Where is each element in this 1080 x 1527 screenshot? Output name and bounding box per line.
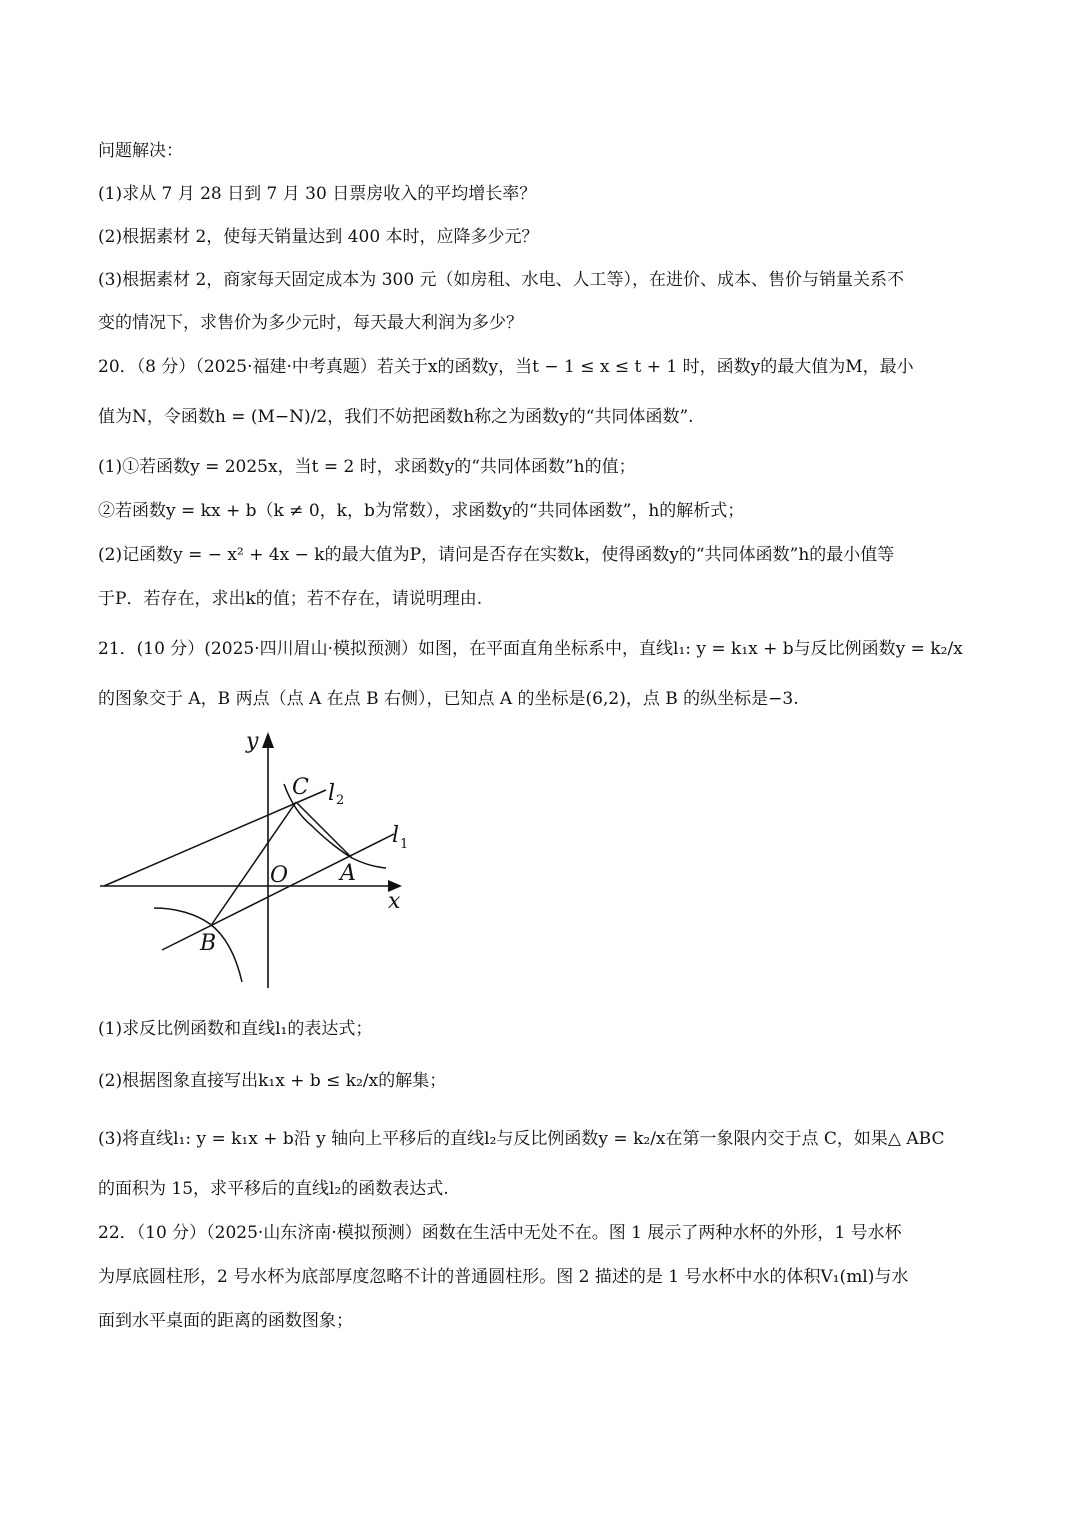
label-x: x — [388, 889, 401, 914]
y-axis-arrow — [262, 732, 274, 748]
problem-21-line: 的图象交于 A，B 两点（点 A 在点 B 右侧），已知点 A 的坐标是(6,2)，点 B 的纵坐标是−3. — [98, 689, 799, 709]
problem-20-header: 20．（8 分）（2025·福建·中考真题）若关于x的函数y，当t − 1 ≤ x ≤ t + 1 时，函数y的最大值为M，最小 — [98, 357, 914, 377]
label-point-b: B — [200, 931, 217, 956]
hyperbola-branch-third-quadrant — [154, 908, 242, 982]
problem-22-line: 为厚底圆柱形，2 号水杯为底部厚度忽略不计的普通圆柱形。图 2 描述的是 1 号水杯中水的体积V₁(ml)与水 — [98, 1267, 909, 1287]
label-y: y — [246, 729, 259, 754]
problem-21-line: (3)将直线l₁: y = k₁x + b沿 y 轴向上平移后的直线l₂与反比例函数y = k₂/x在第一象限内交于点 C，如果△ ABC — [98, 1129, 945, 1149]
segment-ca — [296, 802, 352, 858]
question-line: (3)根据素材 2，商家每天固定成本为 300 元（如房租、水电、人工等），在进价、成本、售价与销量关系不 — [98, 270, 905, 290]
problem-20-line: (1)①若函数y = 2025x，当t = 2 时，求函数y的“共同体函数”h的值； — [98, 457, 636, 477]
label-l2: l — [328, 781, 336, 806]
coordinate-figure — [96, 728, 416, 988]
problem-22-line: 面到水平桌面的距离的函数图象； — [98, 1311, 353, 1331]
question-line: 变的情况下，求售价为多少元时，每天最大利润为多少？ — [98, 313, 523, 333]
label-l2-subscript: 2 — [336, 793, 345, 808]
line-l1 — [162, 834, 394, 950]
label-l1: l — [392, 823, 400, 848]
question-line: (2)根据素材 2，使每天销量达到 400 本时，应降多少元？ — [98, 227, 539, 247]
problem-20-line: 值为N，令函数h = (M−N)/2，我们不妨把函数h称之为函数y的“共同体函数”. — [98, 407, 694, 427]
problem-21-line: 的面积为 15，求平移后的直线l₂的函数表达式. — [98, 1179, 449, 1199]
label-point-c: C — [292, 775, 309, 800]
label-point-a: A — [340, 861, 356, 886]
line-l2 — [104, 790, 326, 886]
section-heading: 问题解决： — [98, 141, 183, 161]
problem-20-line: ②若函数y = kx + b（k ≠ 0，k，b为常数），求函数y的“共同体函数”，h的解析式； — [98, 501, 745, 521]
question-line: (1)求从 7 月 28 日到 7 月 30 日票房收入的平均增长率？ — [98, 184, 537, 204]
label-l1-subscript: 1 — [400, 837, 409, 852]
label-origin: O — [270, 863, 289, 888]
problem-20-line: 于P．若存在，求出k的值；若不存在，请说明理由. — [98, 589, 483, 609]
problem-21-header: 21．(10 分）(2025·四川眉山·模拟预测）如图，在平面直角坐标系中，直线l₁: y = k₁x + b与反比例函数y = k₂/x — [98, 639, 963, 659]
problem-20-line: (2)记函数y = − x² + 4x − k的最大值为P，请问是否存在实数k，使得函数y的“共同体函数”h的最小值等 — [98, 545, 895, 565]
problem-22-header: 22．（10 分）（2025·山东济南·模拟预测）函数在生活中无处不在。图 1 展示了两种水杯的外形，1 号水杯 — [98, 1223, 902, 1243]
problem-21-line: (2)根据图象直接写出k₁x + b ≤ k₂/x的解集； — [98, 1071, 447, 1091]
problem-21-line: (1)求反比例函数和直线l₁的表达式； — [98, 1019, 373, 1039]
